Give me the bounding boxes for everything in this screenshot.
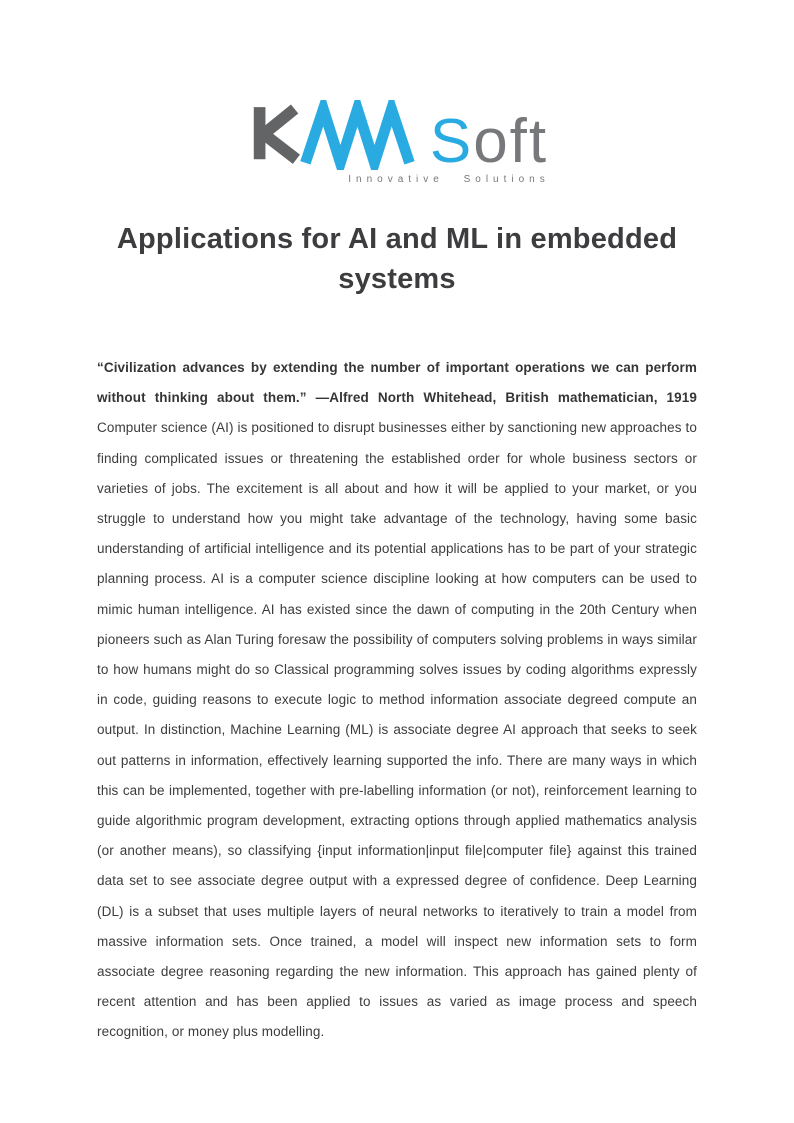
article-lead-quote: “Civilization advances by extending the number of important operations we can perform without thinking about them.” —Alfred North Whitehead, British mathematician, 1919 <box>97 360 697 406</box>
article-paragraph <box>97 353 697 1048</box>
kmsoft-logo <box>0 0 794 176</box>
km-monogram-icon <box>246 100 424 170</box>
logo-soft-text <box>429 106 549 176</box>
page-title: Applications for AI and ML in embedded systems <box>116 223 678 295</box>
article-body-text: Computer science (AI) is positioned to disrupt businesses either by sanctioning new approaches to finding complicated issues or threatening the established order for whole business sectors or varieties of jobs. The excitement is all about and how it will be applied to your market, or you struggle to understand how you might take advantage of the technology, having some basic understanding of artificial intelligence and its potential applications has to be part of your strategic planning process. AI is a computer science discipline looking at how computers can be used to mimic human intelligence. AI has existed since the dawn of computing in the 20th Century when pioneers such as Alan Turing foresaw the possibility of computers solving problems in ways similar to how humans might do so Classical programming solves issues by coding algorithms expressly in code, guiding reasons to execute logic to method information associate degreed compute an output. In distinction, Machine Learning (ML) is associate degree AI approach that seeks to seek out patterns in information, effectively learning supported the info. There are many ways in which this can be implemented, together with pre-labelling information (or not), reinforcement learning to guide algorithmic program development, extracting options through applied mathematics analysis (or another means), so classifying {input information|input file|computer file} against this trained data set to see associate degree output with a expressed degree of confidence. Deep Learning (DL) is a subset that uses multiple layers of neural networks to iteratively to train a model from massive information sets. Once trained, a model will inspect new information sets to form associate degree reasoning regarding the new information. This approach has gained plenty of recent attention and has been applied to issues as varied as image process and speech recognition, or money plus modelling. <box>97 420 697 1040</box>
logo-soft-s: S <box>429 106 474 176</box>
logo-tagline: Innovative Solutions <box>348 174 550 185</box>
logo-soft-rest: oft <box>473 106 549 176</box>
